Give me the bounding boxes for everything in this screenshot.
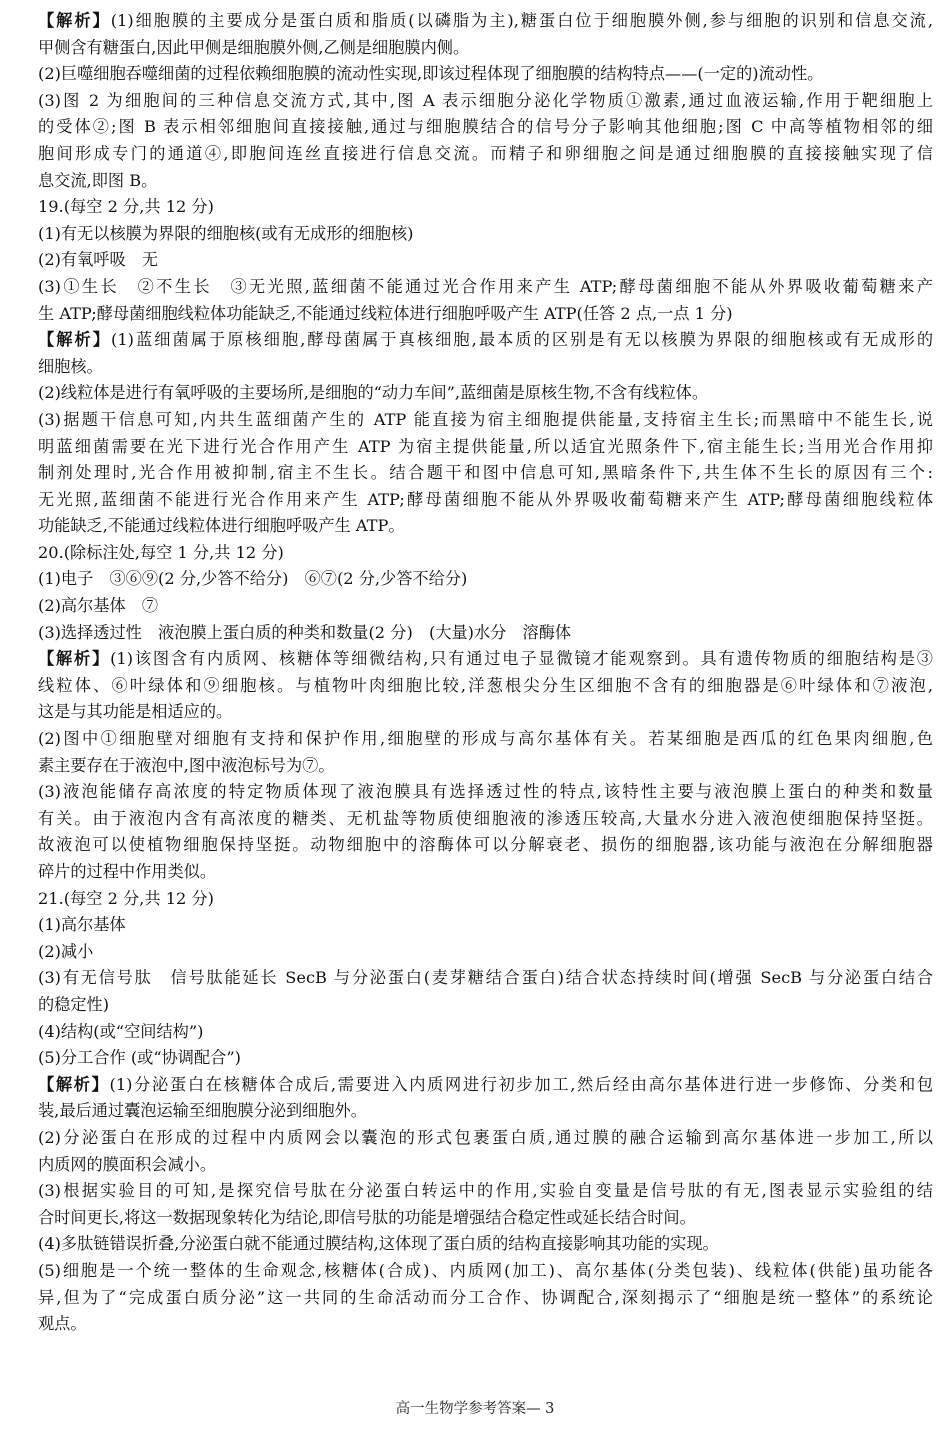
q21-analysis-1 (38, 1072, 933, 1125)
q19-answer-1 (38, 221, 933, 248)
line-text: (1)细胞膜的主要成分是蛋白质和脂质(以磷脂为主),糖蛋白位于细胞膜外侧,参与细胞的识别和信息交流, (110, 11, 933, 30)
line-text: (2)分泌蛋白在形成的过程中内质网会以囊泡的形式包裹蛋白质,通过膜的融合运输到高尔基体进一步加工,所以 (38, 1127, 933, 1147)
line-text: (5)细胞是一个统一整体的生命观念,核糖体(合成)、内质网(加工)、高尔基体(分类包装)、线粒体(供能)虽功能各 (38, 1260, 933, 1280)
q20-analysis-1 (38, 646, 933, 726)
text-line (38, 1045, 933, 1072)
line-text: (2)巨噬细胞吞噬细菌的过程依赖细胞膜的流动性实现,即该过程体现了细胞膜的结构特点——(一定的)流动性。 (38, 64, 824, 84)
q19-answer-2 (38, 247, 933, 274)
line-text: (2)高尔基体 ⑦ (38, 596, 159, 616)
q20-answer-2 (38, 593, 933, 620)
text-line (38, 301, 933, 328)
text-line (38, 1231, 933, 1258)
text-line (38, 646, 933, 673)
line-text: 这是与其功能是相适应的。 (38, 702, 233, 722)
text-line (38, 247, 933, 274)
line-text: 功能缺乏,不能通过线粒体进行细胞呼吸产生 ATP。 (38, 516, 405, 536)
line-text: 生 ATP;酵母菌细胞线粒体功能缺乏,不能通过线粒体进行细胞呼吸产生 ATP(任答 2 点,一点 1 分) (38, 303, 733, 323)
text-line (38, 673, 933, 700)
text-line (38, 1258, 933, 1285)
q19-analysis-1 (38, 327, 933, 380)
text-line (38, 1072, 933, 1099)
text-line (38, 327, 933, 354)
line-text: 异,但为了“完成蛋白质分泌”这一共同的生命活动而分工合作、协调配合,深刻揭示了“细胞是统一整体”的系统论 (38, 1287, 933, 1307)
line-text: (2)线粒体是进行有氧呼吸的主要场所,是细胞的“动力车间”,蓝细菌是原核生物,不含有线粒体。 (38, 383, 709, 403)
line-text: (1)电子 ③⑥⑨(2 分,少答不给分) ⑥⑦(2 分,少答不给分) (38, 569, 468, 589)
q19-analysis-3 (38, 407, 933, 540)
line-text: (1)蓝细菌属于原核细胞,酵母菌属于真核细胞,最本质的区别是有无以核膜为界限的细胞核或有无成形的 (111, 330, 933, 350)
line-text: 装,最后通过囊泡运输至细胞膜分泌到细胞外。 (38, 1101, 367, 1121)
line-text: 制剂处理时,光合作用被抑制,宿主不生长。结合题干和图中信息可知,黑暗条件下,共生体不生长的原因有三个: (38, 463, 933, 483)
text-line (38, 221, 933, 248)
page-footer: 高一生物学参考答案— 3 (395, 1401, 555, 1417)
q21-answer-2 (38, 939, 933, 966)
line-text: 有关。由于液泡内含有高浓度的糖类、无机盐等物质使细胞液的渗透压较高,大量水分进入液泡使细胞保持坚挺。 (38, 808, 933, 828)
analysis-tag: 【解析】 (38, 11, 111, 30)
text-line (38, 35, 933, 62)
line-text: (5)分工合作 (或“协调配合”) (38, 1048, 241, 1068)
q21-header (38, 886, 933, 913)
line-text: 19.(每空 2 分,共 12 分) (38, 197, 214, 217)
text-line (38, 540, 933, 567)
q18-analysis-2 (38, 61, 933, 88)
text-line (38, 779, 933, 806)
text-line (38, 620, 933, 647)
text-line (38, 168, 933, 195)
line-text: (2)减小 (38, 941, 94, 961)
line-text: (1)分泌蛋白在核糖体合成后,需要进入内质网进行初步加工,然后经由高尔基体进行进一步修饰、分类和包 (109, 1074, 933, 1094)
text-line (38, 434, 933, 461)
line-text: 线粒体、⑥叶绿体和⑨细胞核。与植物叶肉细胞比较,洋葱根尖分生区细胞不含有的细胞器是⑥叶绿体和⑦液泡, (38, 675, 933, 695)
analysis-tag: 【解析】 (38, 1074, 110, 1094)
text-line (38, 1125, 933, 1152)
q20-analysis-2 (38, 726, 933, 779)
text-line (38, 726, 933, 753)
text-line (38, 114, 933, 141)
q20-answer-1 (38, 566, 933, 593)
line-text: 合时间更长,将这一数据现象转化为结论,即信号肽的功能是增强结合稳定性或延长结合时间。 (38, 1207, 696, 1227)
text-line (38, 1019, 933, 1046)
q18-analysis-3 (38, 88, 933, 194)
line-text: 明蓝细菌需要在光下进行光合作用产生 ATP 为宿主提供能量,所以适宜光照条件下,宿主能生长;当用光合作用抑 (38, 436, 933, 456)
line-text: 碎片的过程中作用类似。 (38, 862, 217, 881)
line-text: 内质网的膜面积会减小。 (38, 1154, 217, 1174)
text-line (38, 1152, 933, 1179)
q21-analysis-3 (38, 1178, 933, 1231)
line-text: (1)该图含有内质网、核糖体等细微结构,只有通过电子显微镜才能观察到。具有遗传物质的细胞结构是③ (110, 649, 933, 669)
line-text: (3)据题干信息可知,内共生蓝细菌产生的 ATP 能直接为宿主细胞提供能量,支持宿主生长;而黑暗中不能生长,说 (38, 409, 933, 429)
text-line (38, 859, 933, 886)
text-line (38, 487, 933, 514)
line-text: (2)有氧呼吸 无 (38, 250, 159, 270)
line-text: (3)液泡能储存高浓度的特定物质体现了液泡膜具有选择透过性的特点,该特性主要与液泡膜上蛋白的种类和数量 (38, 782, 933, 802)
text-line (38, 699, 933, 726)
line-text: (3)选择透过性 液泡膜上蛋白质的种类和数量(2 分) (大量)水分 溶酶体 (38, 622, 572, 642)
text-line (38, 354, 933, 381)
analysis-tag: 【解析】 (38, 649, 111, 669)
text-line (38, 1098, 933, 1125)
text-line (38, 1205, 933, 1232)
line-text: 素主要存在于液泡中,图中液泡标号为⑦。 (38, 755, 335, 775)
line-text: (1)有无以核膜为界限的细胞核(或有无成形的细胞核) (38, 223, 414, 243)
text-line (38, 939, 933, 966)
line-text: (3)图 2 为细胞间的三种信息交流方式,其中,图 A 表示细胞分泌化学物质①激素,通过血液运输,作用于靶细胞上 (38, 90, 933, 110)
text-line (38, 380, 933, 407)
line-text: (3)①生长 ②不生长 ③无光照,蓝细菌不能通过光合作用来产生 ATP;酵母菌细胞不能从外界吸收葡萄糖来产 (38, 276, 933, 296)
line-text: 胞间形成专门的通道④,即胞间连丝直接进行信息交流。而精子和卵细胞之间是通过细胞膜的直接接触实现了信 (38, 143, 933, 163)
text-line (38, 832, 933, 859)
q21-answer-4 (38, 1019, 933, 1046)
q20-header (38, 540, 933, 567)
text-line (38, 460, 933, 487)
line-text: 的受体②;图 B 表示相邻细胞间直接接触,通过与细胞膜结合的信号分子影响其他细胞;图 C 中高等植物相邻的细 (38, 117, 933, 137)
q19-analysis-2 (38, 380, 933, 407)
line-text: 故液泡可以使植物细胞保持坚挺。动物细胞中的溶酶体可以分解衰老、损伤的细胞器,该功能与液泡在分解细胞器 (38, 835, 933, 855)
answer-page (38, 8, 933, 1338)
line-text: 20.(除标注处,每空 1 分,共 12 分) (38, 542, 284, 562)
line-text: 无光照,蓝细菌不能进行光合作用来产生 ATP;酵母菌细胞不能从外界吸收葡萄糖来产生 ATP;酵母菌细胞线粒体 (38, 489, 933, 509)
line-text: 观点。 (38, 1314, 87, 1334)
q19-header (38, 194, 933, 221)
text-line (38, 1311, 933, 1338)
text-line (38, 965, 933, 992)
text-line (38, 8, 933, 35)
text-line (38, 992, 933, 1019)
text-line (38, 1285, 933, 1312)
line-text: (4)结构(或“空间结构”) (38, 1021, 204, 1041)
q19-answer-3 (38, 274, 933, 327)
line-text: (2)图中①细胞壁对细胞有支持和保护作用,细胞壁的形成与高尔基体有关。若某细胞是西瓜的红色果肉细胞,色 (38, 729, 933, 749)
q20-answer-3 (38, 620, 933, 647)
line-text: 息交流,即图 B。 (38, 170, 158, 190)
text-line (38, 407, 933, 434)
q21-analysis-2 (38, 1125, 933, 1178)
text-line (38, 753, 933, 780)
q21-answer-3 (38, 965, 933, 1018)
line-text: 21.(每空 2 分,共 12 分) (38, 888, 214, 908)
text-line (38, 88, 933, 115)
line-text: (3)根据实验目的可知,是探究信号肽在分泌蛋白转运中的作用,实验自变量是信号肽的有无,图表显示实验组的结 (38, 1181, 933, 1201)
q21-analysis-4 (38, 1231, 933, 1258)
text-line (38, 912, 933, 939)
text-line (38, 141, 933, 168)
line-text: (4)多肽链错误折叠,分泌蛋白就不能通过膜结构,这体现了蛋白质的结构直接影响其功能的实现。 (38, 1234, 719, 1254)
q21-analysis-5 (38, 1258, 933, 1338)
text-line (38, 194, 933, 221)
text-line (38, 566, 933, 593)
line-text: (1)高尔基体 (38, 915, 126, 935)
line-text: 的稳定性) (38, 994, 110, 1014)
q18-analysis-1 (38, 8, 933, 61)
text-line (38, 513, 933, 540)
q21-answer-1 (38, 912, 933, 939)
q20-analysis-3 (38, 779, 933, 885)
line-text: 细胞核。 (38, 356, 103, 376)
line-text: 甲侧含有糖蛋白,因此甲侧是细胞膜外侧,乙侧是细胞膜内侧。 (38, 37, 470, 57)
text-line (38, 593, 933, 620)
line-text: (3)有无信号肽 信号肽能延长 SecB 与分泌蛋白(麦芽糖结合蛋白)结合状态持续时间(增强 SecB 与分泌蛋白结合 (38, 968, 933, 988)
text-line (38, 886, 933, 913)
text-line (38, 1178, 933, 1205)
q21-answer-5 (38, 1045, 933, 1072)
text-line (38, 806, 933, 833)
text-line (38, 61, 933, 88)
text-line (38, 274, 933, 301)
analysis-tag: 【解析】 (38, 330, 111, 350)
